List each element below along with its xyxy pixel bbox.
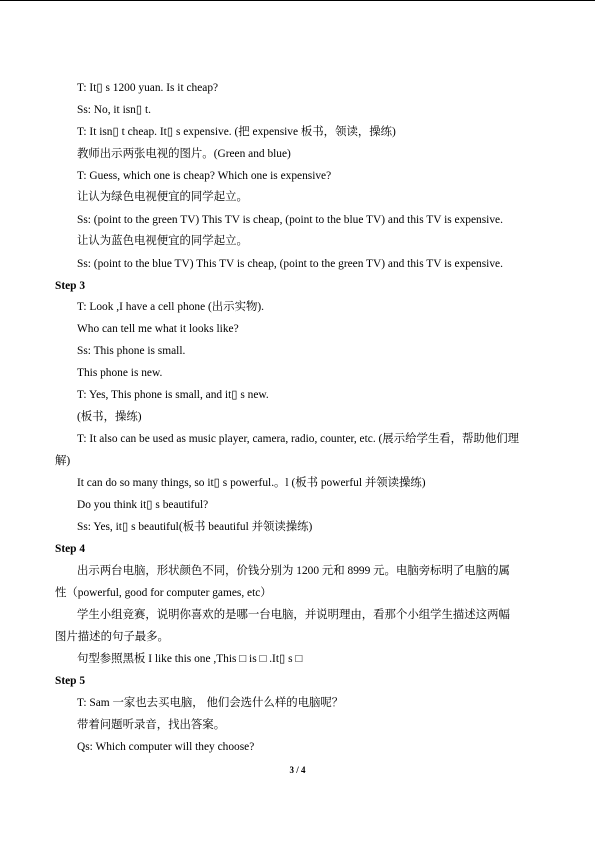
step-heading: Step 3	[55, 280, 86, 292]
text-line: 让认为绿色电视便宜的同学起立。	[77, 191, 248, 203]
text-line: T: Look ,I have a cell phone (出示实物).	[77, 301, 265, 313]
text-line: 出示两台电脑，形状颜色不同，价钱分别为 1200 元和 8999 元。电脑旁标明了电脑的属	[77, 565, 510, 577]
text-line: 学生小组竞赛，说明你喜欢的是哪一台电脑，并说明理由，看那个小组学生描述这两幅	[77, 609, 510, 621]
page-number: 3 / 4	[289, 765, 306, 775]
text-line: Qs: Which computer will they choose?	[77, 741, 255, 753]
text-line: T: Sam 一家也去买电脑， 他们会选什么样的电脑呢？	[77, 697, 344, 709]
step-heading: Step 4	[55, 543, 86, 555]
text-line: T: Yes, This phone is small, and it▯ s new.	[77, 389, 269, 401]
text-line: Ss: Yes, it▯ s beautiful(板书 beautiful 并领读操练)	[77, 521, 313, 533]
step-heading: Step 5	[55, 675, 86, 687]
text-line: 让认为蓝色电视便宜的同学起立。	[77, 235, 248, 247]
text-line: T: Guess, which one is cheap? Which one is expensive?	[77, 170, 332, 182]
text-line: Ss: This phone is small.	[77, 345, 186, 357]
text-line: 带着问题听录音，找出答案。	[77, 719, 226, 731]
text-line: Ss: No, it isn▯ t.	[77, 104, 151, 116]
text-line: 教师出示两张电视的图片。(Green and blue)	[77, 148, 291, 160]
text-line: 性（powerful, good for computer games, etc）	[55, 587, 272, 599]
text-line: This phone is new.	[77, 367, 163, 379]
text-line: Who can tell me what it looks like?	[77, 323, 239, 335]
text-line: (板书，操练)	[77, 411, 142, 423]
text-line: Ss: (point to the blue TV) This TV is cheap, (point to the green TV) and this TV is expensive.	[77, 258, 503, 270]
text-line: 解)	[55, 455, 71, 467]
text-line: It can do so many things, so it▯ s powerful.。l (板书 powerful 并领读操练)	[77, 477, 426, 489]
text-line: 句型参照黑板 I like this one ,This □ is □ .It▯ s □	[77, 653, 303, 665]
page-top-border	[0, 0, 595, 1]
text-line: T: It isn▯ t cheap. It▯ s expensive. (把 expensive 板书，领读，操练)	[77, 126, 396, 138]
text-line: T: It also can be used as music player, camera, radio, counter, etc. (展示给学生看，帮助他们理	[77, 433, 519, 445]
text-line: Ss: (point to the green TV) This TV is cheap, (point to the blue TV) and this TV is expensive.	[77, 214, 503, 226]
text-line: 图片描述的句子最多。	[55, 631, 169, 643]
text-line: Do you think it▯ s beautiful?	[77, 499, 209, 511]
text-line: T: It▯ s 1200 yuan. Is it cheap?	[77, 82, 219, 94]
